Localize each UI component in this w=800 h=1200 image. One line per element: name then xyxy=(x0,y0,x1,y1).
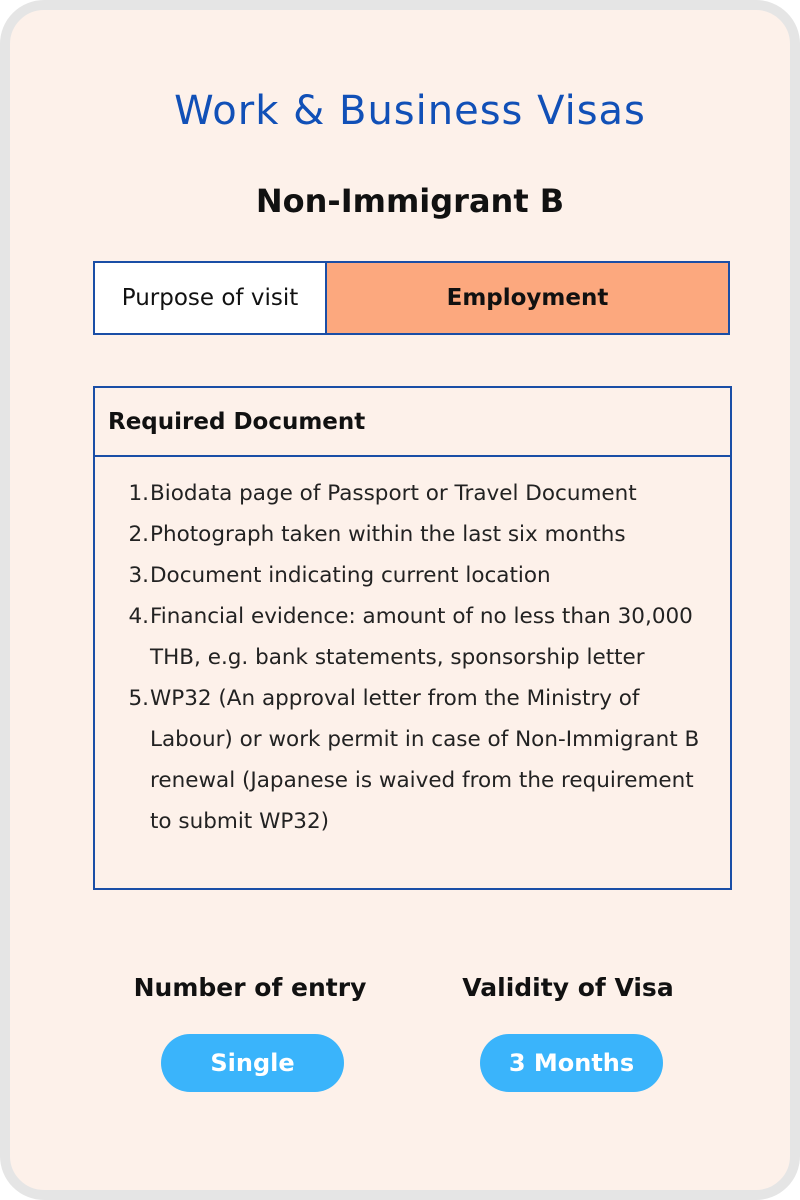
required-documents-heading: Required Document xyxy=(95,388,730,457)
list-item xyxy=(95,473,718,514)
entry-value-badge: Single xyxy=(161,1034,344,1092)
list-item-number: 2. xyxy=(128,522,149,547)
list-item-text: Biodata page of Passport or Travel Document xyxy=(150,481,637,506)
purpose-value: Employment xyxy=(327,263,728,333)
page-title: Work & Business Visas xyxy=(174,88,646,134)
list-item xyxy=(95,678,718,842)
validity-value-badge: 3 Months xyxy=(480,1034,663,1092)
entry-label: Number of entry xyxy=(133,973,367,1002)
list-item-text: Photograph taken within the last six months xyxy=(150,522,626,547)
list-item-text: WP32 (An approval letter from the Ministry of Labour) or work permit in case of Non-Immigrant B renewal (Japanese is waived from the requirement to submit WP32) xyxy=(150,686,700,834)
required-documents-list xyxy=(95,457,730,842)
list-item xyxy=(95,514,718,555)
purpose-label: Purpose of visit xyxy=(95,263,327,333)
list-item-number: 5. xyxy=(128,686,149,711)
list-item-number: 3. xyxy=(128,563,149,588)
list-item-number: 1. xyxy=(128,481,149,506)
purpose-table xyxy=(93,261,730,335)
list-item-number: 4. xyxy=(128,604,149,629)
list-item xyxy=(95,596,718,678)
list-item-text: Financial evidence: amount of no less than 30,000 THB, e.g. bank statements, sponsorship letter xyxy=(150,604,693,670)
required-documents-box xyxy=(93,386,732,890)
visa-type-heading: Non-Immigrant B xyxy=(255,182,565,220)
list-item xyxy=(95,555,718,596)
list-item-text: Document indicating current location xyxy=(150,563,551,588)
validity-label: Validity of Visa xyxy=(462,973,674,1002)
